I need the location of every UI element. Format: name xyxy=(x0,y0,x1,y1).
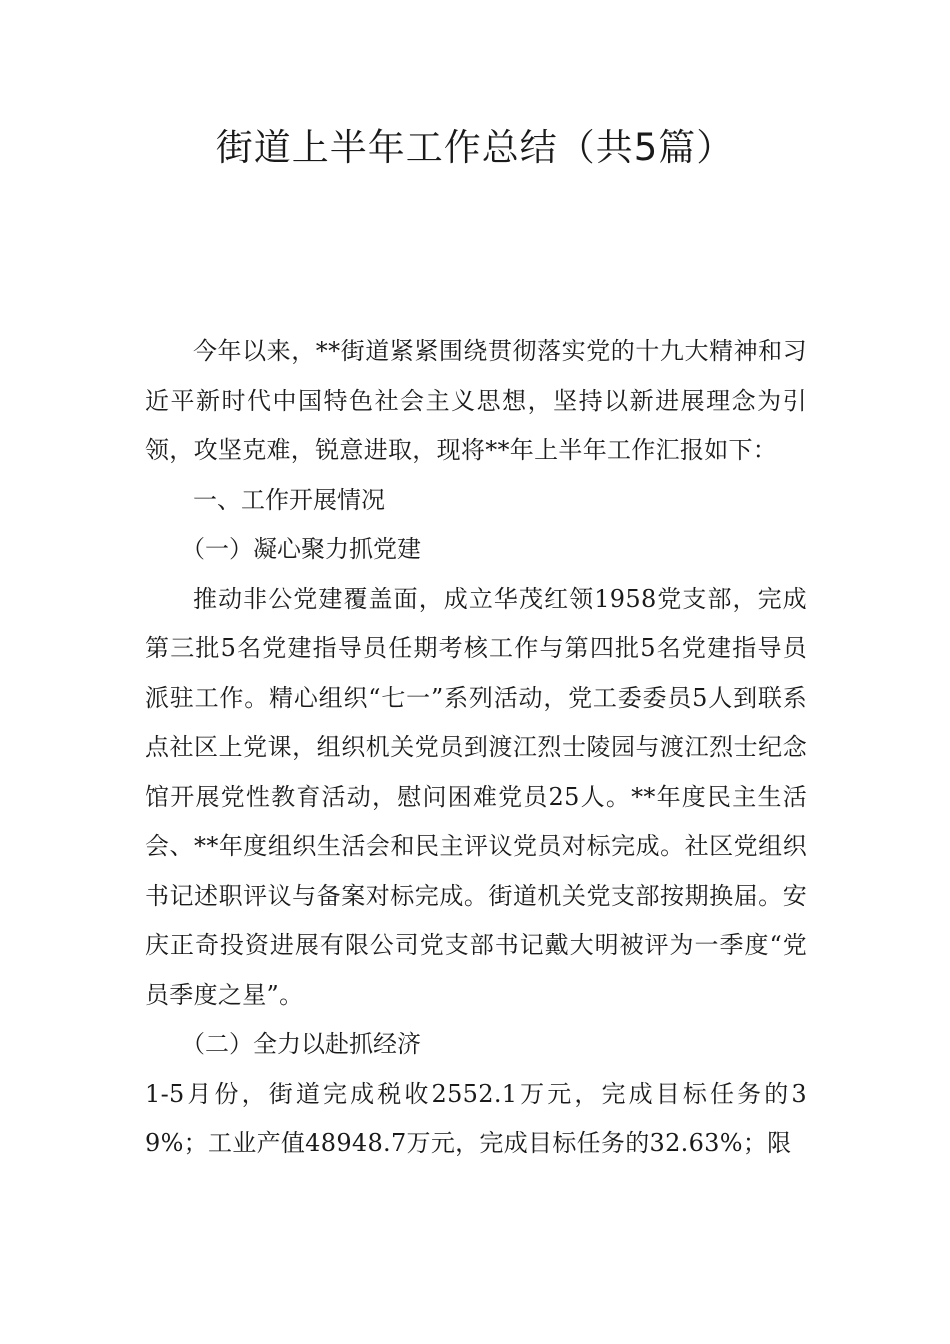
document-title: 街道上半年工作总结（共5篇） xyxy=(215,126,735,169)
section-heading-work-status: 一、工作开展情况 xyxy=(193,485,385,514)
economy-paragraph: 1-5月份，街道完成税收2552.1万元，完成目标任务的39%；工业产值48948.7万元，完成目标任务的32.63%；限 xyxy=(145,1079,807,1157)
intro-paragraph: 今年以来，**街道紧紧围绕贯彻落实党的十九大精神和习近平新时代中国特色社会主义思想，坚持以新进展理念为引领，攻坚克难，锐意进取，现将**年上半年工作汇报如下： xyxy=(145,337,807,464)
subsection-heading-economy: （二）全力以赴抓经济 xyxy=(181,1030,421,1058)
party-building-paragraph: 推动非公党建覆盖面，成立华茂红领1958党支部，完成第三批5名党建指导员任期考核工作与第四批5名党建指导员派驻工作。精心组织“七一”系列活动，党工委委员5人到联系点社区上党课，组织机关党员到渡江烈士陵园与渡江烈士纪念馆开展党性教育活动，慰问困难党员25人。**年度民主生活会、**年度组织生活会和民主评议党员对标完成。社区党组织书记述职评议与备案对标完成。街道机关党支部按期换届。安庆正奇投资进展有限公司党支部书记戴大明被评为一季度“党员季度之星”。 xyxy=(145,584,807,1009)
subsection-heading-party-building: （一）凝心聚力抓党建 xyxy=(181,535,421,563)
document-body xyxy=(145,327,807,1169)
